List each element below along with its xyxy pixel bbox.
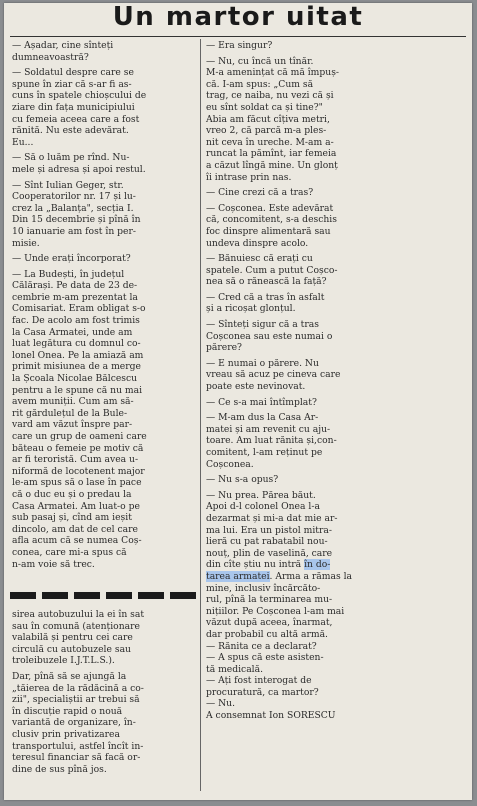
text-line: cembrie m-am prezentat la [12,291,138,303]
text-line: n-am voie să trec. [12,558,95,570]
title-rule [10,36,466,37]
text-line: eu sînt soldat ca și tine?" [206,101,323,113]
text-line: că, concomitent, s-a deschis [206,214,337,226]
left-column-top [12,40,196,570]
text-line: niformă de locotenent major [12,465,145,477]
text-line: — Cine crezi că a tras? [206,187,314,199]
text-line: nițiilor. Pe Coșconea l-am mai [206,605,345,617]
text-line: și a ricoșat glonțul. [206,303,296,315]
text-line: vard am văzut înspre par- [12,419,133,431]
text-line: luat legătura cu domnul co- [12,338,141,350]
text-line: dezarmat și mi-a dat mie ar- [206,512,338,524]
text-line: — Să o luăm pe rînd. Nu- [12,152,130,164]
text-line: — E numai o părere. Nu [206,357,319,369]
text-line: 10 ianuarie am fost în per- [12,225,136,237]
left-column-bottom [12,609,196,775]
text-line: văzut după aceea, înarmat, [206,617,333,629]
text-line: dar probabil cu altă armă. [206,628,328,640]
text-line: Cooperatorilor nr. 17 și lu- [12,191,136,203]
text-line: clusiv prin privatizarea [12,728,120,740]
text-line: A consemnat Ion SORESCU [206,710,336,722]
text-line: — Unde erați încorporat? [12,253,131,265]
text-line: rit gărdulețul de la Bule- [12,407,128,419]
text-line: misie. [12,237,40,249]
text-line: — Nu s-a opus? [206,474,279,486]
text-line [206,571,468,583]
text-line: ar fi teroristă. Cum avea u- [12,454,139,466]
text-line: — Nu prea. Părea băut. [206,489,316,501]
text-line: că. I-am spus: „Cum să [206,78,314,90]
text-line: le-am spus să o lase în pace [12,477,142,489]
text-line: „tăierea de la rădăcină a co- [12,682,144,694]
text-line: comitent, l-am reținut pe [206,447,323,458]
text-line: Eu... [12,136,34,148]
text-line: M-a amenințat că mă împuș- [206,67,340,79]
text-line: circulă cu autobuzele sau [12,643,131,655]
text-line: — Ați fost interogat de [206,675,312,687]
text-line: lonel Onea. Pe la amiază am [12,349,144,361]
text-line: părere? [206,342,242,354]
highlighted-text: în do- [304,559,331,571]
text-line: zii", specialiștii ar trebui să [12,694,140,706]
text-line: crez la „Balanța", secția I. [12,202,134,214]
text-line: — Soldatul despre care se [12,67,134,79]
text-line: — Sînt Iulian Geger, str. [12,179,124,191]
text-line: — Cred că a tras în asfalt [206,291,325,303]
text-line: — M-am dus la Casa Ar- [206,412,319,424]
text-line: matei și am revenit cu aju- [206,423,331,435]
text-line: Coșconea sau este numai o [206,330,333,342]
text-line: îi intrase prin nas. [206,171,292,183]
text-line: rul, pînă la terminarea mu- [206,594,333,606]
text-line: — Coșconea. Este adevărat [206,202,334,214]
text-line: dincolo, am dat de cel care [12,523,138,535]
text-line: vreau să acuz pe cineva care [206,369,341,381]
text-line: băteau o femeie pe motiv că [12,442,144,454]
text-line: — A spus că este asisten- [206,652,324,664]
text-segment: din cîte știu nu intră [206,559,305,571]
text-line: — Nu, cu încă un tînăr. [206,55,314,67]
text-line: spatele. Cum a putut Coșco- [206,264,338,276]
newspaper-clipping [4,3,472,800]
right-column [206,40,468,722]
text-line: ma lui. Era un pistol mitra- [206,524,332,536]
text-line: pentru a le spune că nu mai [12,384,143,396]
text-line: valabilă și pentru cei care [12,632,133,644]
text-line: fac. De acolo am fost trimis [12,315,140,327]
text-line: care un grup de oameni care [12,431,147,442]
text-line: tă medicală. [206,663,264,675]
text-line: Coșconea. [206,458,254,470]
text-line: Dar, pînă să se ajungă la [12,670,127,682]
text-line: lieră cu pat rabatabil nou- [206,536,328,548]
text-line: la Școala Nicolae Bălcescu [12,373,138,385]
text-line: cu femeia aceea care a fost [12,113,140,125]
text-line: — Sînteți sigur că a tras [206,319,319,331]
text-line: Abia am făcut cîțiva metri, [206,113,330,125]
text-line: variantă de organizare, în- [12,717,136,729]
text-line: sirea autobuzului la ei în sat [12,609,145,620]
text-line: — Ce s-a mai întîmplat? [206,396,317,408]
text-line: poate este nevinovat. [206,381,306,393]
text-line: troleibuzele I.J.T.L.S.). [12,655,115,667]
text-line: — La Budești, în județul [12,268,125,280]
text-line: la Casa Armatei, unde am [12,326,133,338]
text-line: Apoi d-l colonel Onea l-a [206,501,320,513]
text-line: nit ceva în ureche. M-am a- [206,136,334,148]
text-line: spune în ziar că s-ar fi as- [12,78,132,90]
text-line: undeva dinspre acolo. [206,237,309,249]
text-line: — Așadar, cine sînteți [12,40,114,51]
text-line: trag, ce naiba, nu vezi că și [206,90,334,102]
text-line: — Rănita ce a declarat? [206,640,317,652]
text-line: a căzut lîngă mine. Un glonț [206,159,338,171]
text-line: mine, inclusiv încărcăto- [206,582,321,594]
text-line: runcat la pămînt, iar femeia [206,148,337,160]
text-line: — Bănuiesc că erați cu [206,253,313,265]
text-line: — Era singur? [206,40,273,51]
text-line: în discuție rapid o nouă [12,705,123,717]
text-line: Casa Armatei. Am luat-o pe [12,500,140,512]
text-line: Din 15 decembrie și pînă în [12,214,141,226]
text-line: — Nu. [206,698,235,710]
text-line: vreo 2, că parcă m-a ples- [206,125,327,137]
text-line: foc dinspre alimentară sau [206,225,331,237]
text-line: teresul financiar să facă or- [12,752,141,764]
text-line: procuratură, ca martor? [206,686,319,698]
article-title: Un martor uitat [112,3,364,32]
text-line: conea, care mi-a spus că [12,546,127,558]
text-line: transportului, astfel încît in- [12,740,144,752]
section-separator [10,592,196,599]
text-line: sub pasaj și, cînd am ieșit [12,512,132,524]
text-line: nea să o rănească la față? [206,276,327,288]
text-line: Comisariat. Eram obligat s-o [12,303,146,315]
text-line: ziare din fața municipiului [12,101,135,113]
text-line: dine de sus pînă jos. [12,763,107,775]
text-line: rănită. Nu este adevărat. [12,125,129,137]
highlighted-text: tarea armatei [206,570,270,582]
text-line: avem muniții. Cum am să- [12,396,134,408]
column-divider [200,39,201,791]
text-line: dumneavoastră? [12,51,89,63]
text-line: toare. Am luat rănita și,con- [206,435,337,447]
text-line: sau în comună (atenționare [12,620,140,632]
text-line: nouț, plin de vaselină, care [206,547,333,559]
text-line: primit misiunea de a merge [12,361,141,373]
text-line: afla acum că se numea Coș- [12,535,142,547]
text-line [206,559,468,571]
text-line: cuns în spatele chioșcului de [12,90,147,102]
text-line: că o duc eu și o predau la [12,488,132,500]
text-line: mele și adresa și apoi restul. [12,163,146,175]
text-segment: . Arma a rămas la [269,570,353,582]
text-line: Călărași. Pe data de 23 de- [12,280,138,292]
